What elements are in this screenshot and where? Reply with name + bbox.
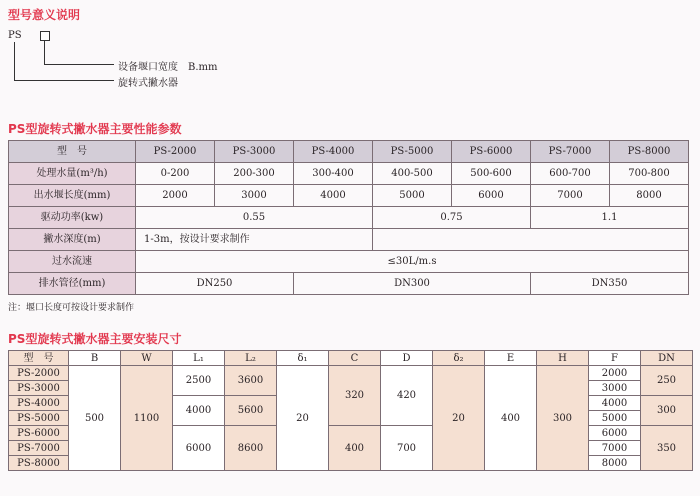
cell: DN350 [531,273,689,295]
cell: 700-800 [610,163,689,185]
cell: 6000 [589,426,641,441]
cell: 400-500 [373,163,452,185]
col-header: B [69,351,121,366]
cell: 3000 [589,381,641,396]
cell: 6000 [452,185,531,207]
model-header: PS-7000 [531,141,610,163]
table-row [9,163,689,185]
model-cell: PS-3000 [9,381,69,396]
cell: 7000 [589,441,641,456]
model-cell: PS-7000 [9,441,69,456]
model-header: PS-5000 [373,141,452,163]
install-title: PS型旋转式撇水器主要安装尺寸 [8,332,182,346]
cell: 8600 [225,426,277,471]
col-header: 型 号 [9,351,69,366]
cell: 8000 [610,185,689,207]
cell: 0.55 [136,207,373,229]
table-row [9,351,693,366]
connector-line [14,80,114,81]
cell: 1.1 [531,207,689,229]
table-row [9,366,693,381]
cell: 300 [641,396,693,426]
cell: 4000 [294,185,373,207]
col-header: δ₂ [433,351,485,366]
cell: 4000 [173,396,225,426]
cell: 5000 [589,411,641,426]
connector-line [44,41,45,65]
cell: 5600 [225,396,277,426]
col-header: DN [641,351,693,366]
model-code-prefix: PS [8,30,22,41]
model-meaning-title: 型号意义说明 [8,8,81,22]
cell: 4000 [589,396,641,411]
cell: 350 [641,426,693,471]
cell: 8000 [589,456,641,471]
cell: 6000 [173,426,225,471]
table-row [9,141,689,163]
cell: 2500 [173,366,225,396]
model-cell: PS-5000 [9,411,69,426]
model-header: PS-8000 [610,141,689,163]
cell: 300-400 [294,163,373,185]
table-row [9,207,689,229]
cell: 2000 [136,185,215,207]
cell: 200-300 [215,163,294,185]
row-label: 过水流速 [9,251,136,273]
cell: ≤30L/m.s [136,251,689,273]
row-label: 驱动功率(kw) [9,207,136,229]
row-label: 处理水量(m³/h) [9,163,136,185]
table-row [9,273,689,295]
performance-title: PS型旋转式撇水器主要性能参数 [8,122,182,136]
cell: 3000 [215,185,294,207]
cell: 700 [381,426,433,471]
cell: 500 [69,366,121,471]
col-header: C [329,351,381,366]
row-label: 出水堰长度(mm) [9,185,136,207]
cell: DN300 [294,273,531,295]
cell: 5000 [373,185,452,207]
col-header: W [121,351,173,366]
col-header: D [381,351,433,366]
col-header: L₁ [173,351,225,366]
cell: 7000 [531,185,610,207]
table-row [9,229,689,251]
cell: 320 [329,366,381,426]
cell: 250 [641,366,693,396]
type-label: 旋转式撇水器 [118,78,178,89]
connector-line [14,42,15,81]
cell: 0.75 [373,207,531,229]
col-header: H [537,351,589,366]
col-header: E [485,351,537,366]
model-cell: PS-2000 [9,366,69,381]
model-header: PS-2000 [136,141,215,163]
cell: 500-600 [452,163,531,185]
cell: 1-3m，按设计要求制作 [136,229,373,251]
model-cell: PS-4000 [9,396,69,411]
row-label: 排水管径(mm) [9,273,136,295]
model-header: PS-6000 [452,141,531,163]
cell: 3600 [225,366,277,396]
width-label: 设备堰口宽度 B.mm [118,62,218,73]
install-table [8,350,693,471]
cell [373,229,689,251]
model-cell: PS-6000 [9,426,69,441]
header-model: 型 号 [9,141,136,163]
cell: 2000 [589,366,641,381]
cell: DN250 [136,273,294,295]
table-row [9,251,689,273]
cell: 20 [277,366,329,471]
cell: 300 [537,366,589,471]
row-label: 撇水深度(m) [9,229,136,251]
col-header: L₂ [225,351,277,366]
performance-table [8,140,689,295]
cell: 600-700 [531,163,610,185]
model-header: PS-3000 [215,141,294,163]
col-header: δ₁ [277,351,329,366]
cell: 400 [329,426,381,471]
model-header: PS-4000 [294,141,373,163]
cell: 1100 [121,366,173,471]
model-code-placeholder-box [40,31,50,41]
model-cell: PS-8000 [9,456,69,471]
note-text: 注：堰口长度可按设计要求制作 [8,303,135,313]
table-row [9,185,689,207]
cell: 420 [381,366,433,426]
connector-line [44,64,114,65]
cell: 0-200 [136,163,215,185]
col-header: F [589,351,641,366]
cell: 20 [433,366,485,471]
cell: 400 [485,366,537,471]
